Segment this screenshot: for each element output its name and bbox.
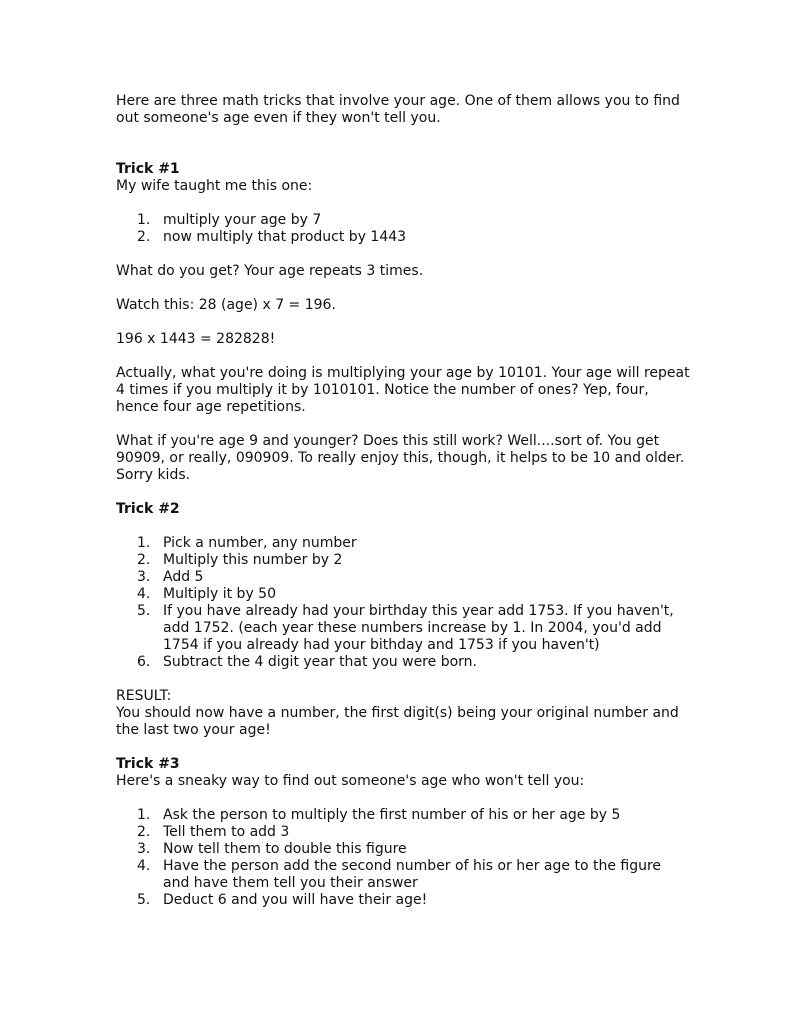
trick3-heading: Trick #3 <box>116 756 180 772</box>
trick1-paragraph: What do you get? Your age repeats 3 times. <box>116 263 424 279</box>
result-text: You should now have a number, the first digit(s) being your original number and the last two your age! <box>116 705 679 738</box>
document-body <box>116 93 691 909</box>
list-item: 2. Tell them to add 3 <box>137 824 290 840</box>
step-text: Now tell them to double this figure <box>163 841 407 857</box>
trick1-paragraph: Watch this: 28 (age) x 7 = 196. <box>116 297 336 313</box>
list-item: 5. If you have already had your birthday this year add 1753. If you haven't, add 1752. (each year these numbers increase by 1. In 2004, you'd add 1754 if you already had your bithday and 1753 if you haven't) <box>137 603 674 653</box>
list-item: 4. Multiply it by 50 <box>137 586 276 602</box>
intro-paragraph: Here are three math tricks that involve your age. One of them allows you to find out someone's age even if they won't tell you. <box>116 93 680 126</box>
trick1-paragraph: What if you're age 9 and younger? Does this still work? Well....sort of. You get 90909, or really, 090909. To really enjoy this, though, it helps to be 10 and older. Sorry kids. <box>116 433 685 483</box>
step-text: Subtract the 4 digit year that you were born. <box>163 654 477 670</box>
result-label: RESULT: <box>116 688 172 704</box>
step-text: Multiply this number by 2 <box>163 552 343 568</box>
trick1-heading: Trick #1 <box>116 161 180 177</box>
list-item: 5. Deduct 6 and you will have their age! <box>137 892 428 908</box>
list-item: 2. now multiply that product by 1443 <box>137 229 407 245</box>
step-text: Ask the person to multiply the first number of his or her age by 5 <box>163 807 621 823</box>
trick2-steps <box>116 535 691 671</box>
step-text: now multiply that product by 1443 <box>163 229 407 245</box>
trick1-paragraph: Actually, what you're doing is multiplying your age by 10101. Your age will repeat 4 times if you multiply it by 1010101. Notice the number of ones? Yep, four, hence four age repetitions. <box>116 365 690 415</box>
trick1-steps <box>116 212 691 246</box>
list-item: 4. Have the person add the second number of his or her age to the figure and have them tell you their answer <box>137 858 662 891</box>
list-item: 2. Multiply this number by 2 <box>137 552 343 568</box>
trick2-heading: Trick #2 <box>116 501 180 517</box>
list-item: 6. Subtract the 4 digit year that you were born. <box>137 654 477 670</box>
trick1-lead: My wife taught me this one: <box>116 178 313 194</box>
step-text: Multiply it by 50 <box>163 586 276 602</box>
step-text: If you have already had your birthday this year add 1753. If you haven't, add 1752. (each year these numbers increase by 1. In 2004, you'd add 1754 if you already had your bithday and 1753 if you haven't) <box>163 603 674 653</box>
list-item: 1. multiply your age by 7 <box>137 212 322 228</box>
trick3-lead: Here's a sneaky way to find out someone's age who won't tell you: <box>116 773 585 789</box>
step-text: Deduct 6 and you will have their age! <box>163 892 428 908</box>
list-item: 3. Now tell them to double this figure <box>137 841 407 857</box>
step-text: Have the person add the second number of his or her age to the figure and have them tell you their answer <box>163 858 662 891</box>
step-text: multiply your age by 7 <box>163 212 322 228</box>
step-text: Add 5 <box>163 569 204 585</box>
list-item: 3. Add 5 <box>137 569 204 585</box>
step-text: Tell them to add 3 <box>163 824 290 840</box>
trick3-steps <box>116 807 691 909</box>
step-text: Pick a number, any number <box>163 535 357 551</box>
trick1-paragraph: 196 x 1443 = 282828! <box>116 331 276 347</box>
list-item: 1. Pick a number, any number <box>137 535 357 551</box>
list-item: 1. Ask the person to multiply the first number of his or her age by 5 <box>137 807 621 823</box>
